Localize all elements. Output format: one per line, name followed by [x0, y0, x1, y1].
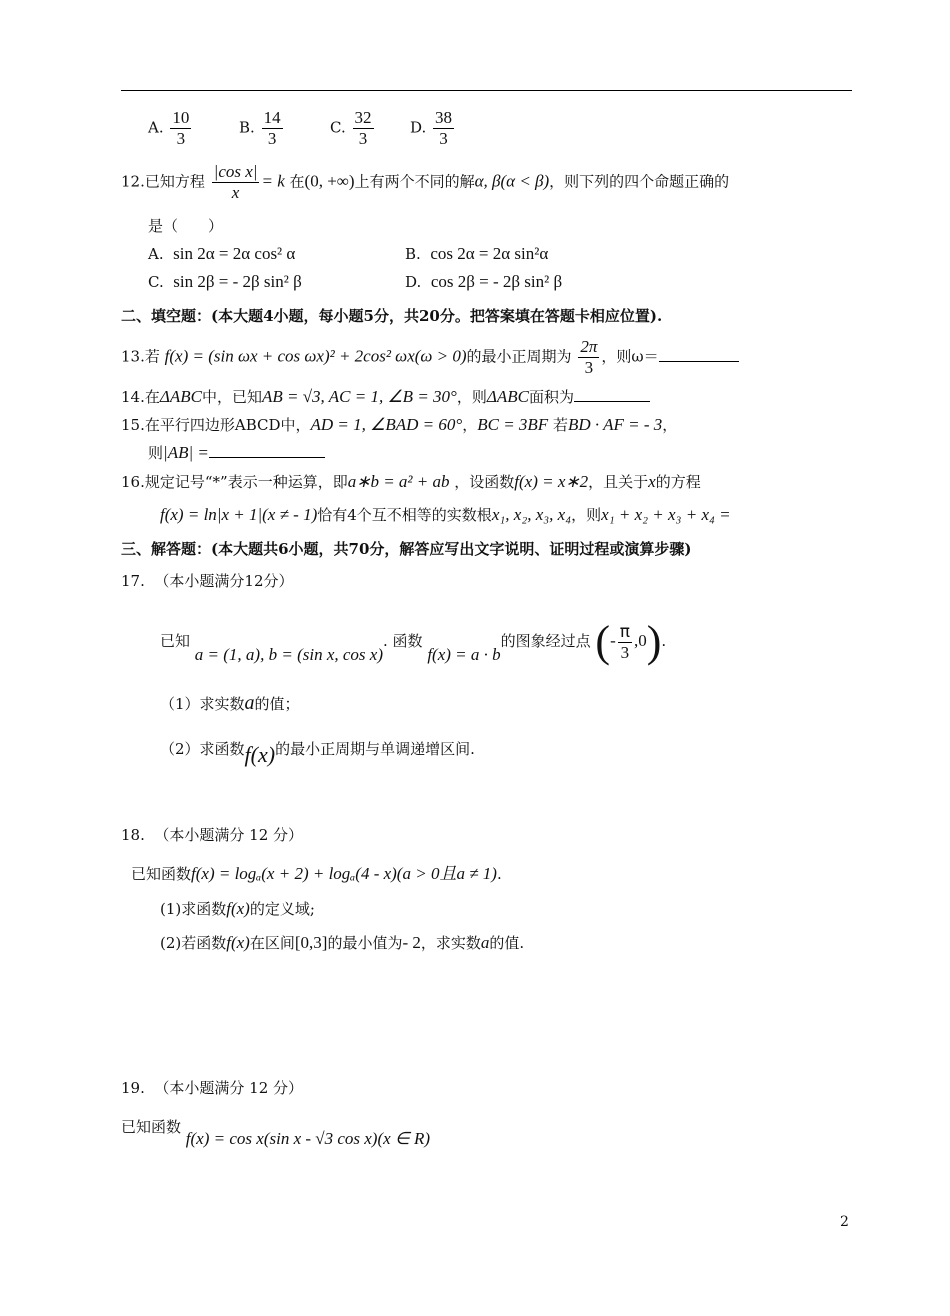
fraction-numerator: π: [619, 621, 630, 642]
equation-fraction: [212, 162, 260, 203]
question-text: ，则下列的四个命题正确的: [549, 172, 730, 191]
answer-blank[interactable]: [209, 456, 325, 458]
q17-part-2: [160, 734, 475, 767]
option-label: A.: [148, 245, 164, 263]
equation: f(x) = ln|x + 1|(x ≠ - 1): [160, 505, 318, 524]
question-text: （1）求实数: [160, 695, 245, 713]
punctuation: .: [496, 865, 502, 883]
fraction-denominator: 3: [620, 642, 630, 662]
question-text: ，则: [456, 388, 487, 406]
question-text: 的图象经过点: [500, 632, 591, 650]
function-name: f(x): [226, 899, 250, 918]
question-text: ，则ω＝: [601, 347, 659, 366]
question-text: 在: [289, 172, 305, 191]
function-name: f(x): [226, 933, 250, 952]
q12-option-c: [148, 272, 302, 292]
variable: x: [648, 472, 656, 491]
q16-cont: [160, 504, 731, 525]
question-number: 16.: [121, 473, 145, 491]
question-text: 的方程: [655, 473, 701, 491]
question-16: [121, 471, 701, 492]
fraction-numerator: 14: [263, 108, 281, 127]
variable: a: [244, 692, 255, 714]
conditions: AD = 1, ∠BAD = 60°: [310, 415, 463, 434]
question-text: (1)求函数: [160, 900, 227, 918]
question-text: 恰有4个互不相等的实数根: [317, 506, 492, 524]
option-label: C.: [330, 118, 346, 137]
fraction-denominator: 3: [584, 358, 594, 377]
question-number: 19.: [121, 1079, 145, 1097]
question-18-header: [121, 824, 303, 845]
option-label: B.: [239, 118, 255, 137]
question-17-header: [121, 570, 294, 591]
question-18-body: [131, 859, 502, 884]
q15-cont: [148, 442, 325, 463]
question-text: 已知方程: [144, 172, 205, 191]
question-text: （2）求函数: [160, 740, 245, 758]
question-text: ，且关于: [588, 473, 649, 491]
question-14: [121, 386, 650, 407]
sum-expression: x₁ + x₂ + x₃ + x₄ =: [601, 505, 731, 524]
conditions: AB = √3, AC = 1, ∠B = 30°: [261, 387, 457, 406]
question-text: 若: [144, 347, 160, 366]
fraction-numerator: |cos x|: [213, 162, 258, 181]
variable: a: [480, 933, 490, 952]
fraction-numerator: 2π: [580, 337, 598, 356]
option-label: D.: [405, 273, 422, 291]
q11-option-a: [148, 108, 193, 149]
interval: [0,3]: [294, 933, 328, 952]
option-label: D.: [410, 118, 427, 137]
question-number: 12.: [121, 172, 145, 191]
right-paren: ): [646, 617, 662, 666]
equation-rhs: = k: [261, 171, 285, 191]
section-heading-fill-in: 二、填空题：(本大题4小题，每小题5分，共20分。把答案填在答题卡相应位置).: [121, 307, 663, 325]
option-fraction: [262, 108, 283, 149]
point-sign: -: [610, 631, 616, 650]
fraction-numerator: 32: [354, 108, 372, 127]
q11-option-d: [410, 108, 456, 149]
left-paren: (: [595, 617, 611, 666]
question-text: ，: [462, 416, 478, 434]
triangle-label: ΔABC: [486, 387, 529, 406]
q12-option-d: [405, 272, 562, 292]
question-text: 上有两个不同的解: [354, 172, 475, 191]
q12-text-cont: [148, 215, 223, 236]
question-number: 15.: [121, 416, 145, 434]
interval: (0, +∞): [304, 171, 355, 191]
punctuation: .: [661, 632, 667, 650]
fraction-denominator: 3: [439, 129, 448, 148]
question-text: ，则: [571, 506, 602, 524]
question-text: ，设函数: [454, 473, 515, 491]
option-expression: sin 2α = 2α cos² α: [173, 244, 296, 263]
operation-definition: a∗b = a² + ab: [347, 472, 450, 491]
question-text: 规定记号“*”表示一种运算，即: [144, 473, 348, 491]
function-definition: f(x) = x∗2: [514, 472, 589, 491]
question-text: 在: [144, 388, 160, 406]
roots: α, β(α < β): [474, 171, 550, 191]
question-17-body: [160, 617, 667, 666]
question-12: [121, 162, 729, 203]
question-text: 则: [148, 444, 164, 462]
function-definition: f(x) = a · b: [427, 645, 501, 664]
option-expression: cos 2α = 2α sin²α: [430, 244, 549, 263]
question-text: 在区间: [249, 934, 295, 952]
question-score: （本小题满分 12 分）: [154, 1079, 304, 1097]
function-definition: f(x) = cos x(sin x - √3 cos x)(x ∈ R): [185, 1129, 431, 1148]
point-fraction: [618, 622, 632, 663]
vector-condition: BC = 3BF: [477, 415, 549, 434]
q17-part-1: [160, 692, 300, 715]
q12-option-b: [405, 244, 548, 264]
option-expression: cos 2β = - 2β sin² β: [430, 272, 563, 291]
q12-option-a: [148, 244, 295, 264]
q11-option-b: [239, 108, 285, 149]
question-19-header: [121, 1077, 303, 1098]
function-name: f(x): [244, 742, 276, 767]
period-fraction: [578, 337, 599, 378]
point-coordinate: ,0: [634, 631, 647, 650]
option-expression: sin 2β = - 2β sin² β: [173, 272, 302, 291]
question-number: 14.: [121, 388, 145, 406]
question-text: 的最小正周期为: [466, 347, 572, 366]
roots: x₁, x₂, x₃, x₄: [491, 505, 572, 524]
question-text: 的值；: [254, 695, 300, 713]
question-text: 已知函数: [121, 1118, 182, 1136]
question-score: （本小题满分 12 分）: [154, 826, 304, 844]
question-text: 的最小值为: [327, 934, 403, 952]
minimum-value: - 2: [402, 933, 421, 952]
fraction-numerator: 10: [172, 108, 190, 127]
function-definition: f(x) = logₐ(x + 2) + logₐ(4 - x)(a > 0且a ≠ 1): [191, 864, 497, 883]
fraction-denominator: 3: [358, 129, 368, 148]
question-text: 的最小正周期与单调递增区间.: [275, 740, 475, 758]
triangle-label: ΔABC: [159, 387, 202, 406]
header-rule: [121, 90, 852, 91]
answer-blank[interactable]: [574, 400, 650, 402]
question-13: [121, 337, 739, 378]
option-fraction: [353, 108, 374, 149]
question-text: 在平行四边形ABCD中，: [144, 416, 311, 434]
q11-option-c: [330, 108, 376, 149]
question-text: . 函数: [382, 632, 423, 650]
vector-magnitude: |AB| =: [163, 443, 209, 462]
q18-part-2: [160, 932, 524, 953]
q18-part-1: [160, 898, 315, 919]
question-text: ，求实数: [420, 934, 481, 952]
section-heading-solutions: 三、解答题：(本大题共6小题，共70分，解答应写出文字说明、证明过程或演算步骤): [121, 540, 692, 558]
question-text: 面积为: [528, 388, 574, 406]
question-number: 13.: [121, 347, 145, 366]
question-text: 的值.: [489, 934, 525, 952]
question-text: ，: [662, 416, 678, 434]
fraction-denominator: 3: [267, 129, 277, 148]
question-text: 中，已知: [201, 388, 262, 406]
question-19-body: [121, 1116, 431, 1148]
option-label: C.: [148, 273, 164, 291]
question-number: 17.: [121, 572, 145, 590]
option-label: B.: [405, 245, 421, 263]
question-text: 已知函数: [131, 865, 192, 883]
question-text: 已知: [160, 632, 191, 650]
option-fraction: [433, 108, 454, 149]
question-15: [121, 414, 677, 435]
answer-blank[interactable]: [659, 360, 739, 362]
fraction-denominator: x: [231, 183, 240, 202]
question-text: 是（ ）: [148, 217, 224, 235]
question-number: 18.: [121, 826, 145, 844]
page-number: 2: [840, 1214, 849, 1230]
question-text: 若: [552, 416, 568, 434]
question-score: （本小题满分12分）: [154, 572, 294, 590]
option-fraction: [170, 108, 191, 149]
vector-definition: a = (1, a), b = (sin x, cos x): [194, 645, 383, 664]
question-text: (2)若函数: [160, 934, 227, 952]
fraction-numerator: 38: [435, 108, 453, 127]
fraction-denominator: 3: [176, 129, 186, 148]
function-expression: f(x) = (sin ωx + cos ωx)² + 2cos² ωx(ω > 0): [164, 346, 467, 366]
question-text: 的定义域;: [249, 900, 315, 918]
option-label: A.: [148, 118, 164, 137]
vector-condition: BD · AF = - 3: [567, 415, 663, 434]
